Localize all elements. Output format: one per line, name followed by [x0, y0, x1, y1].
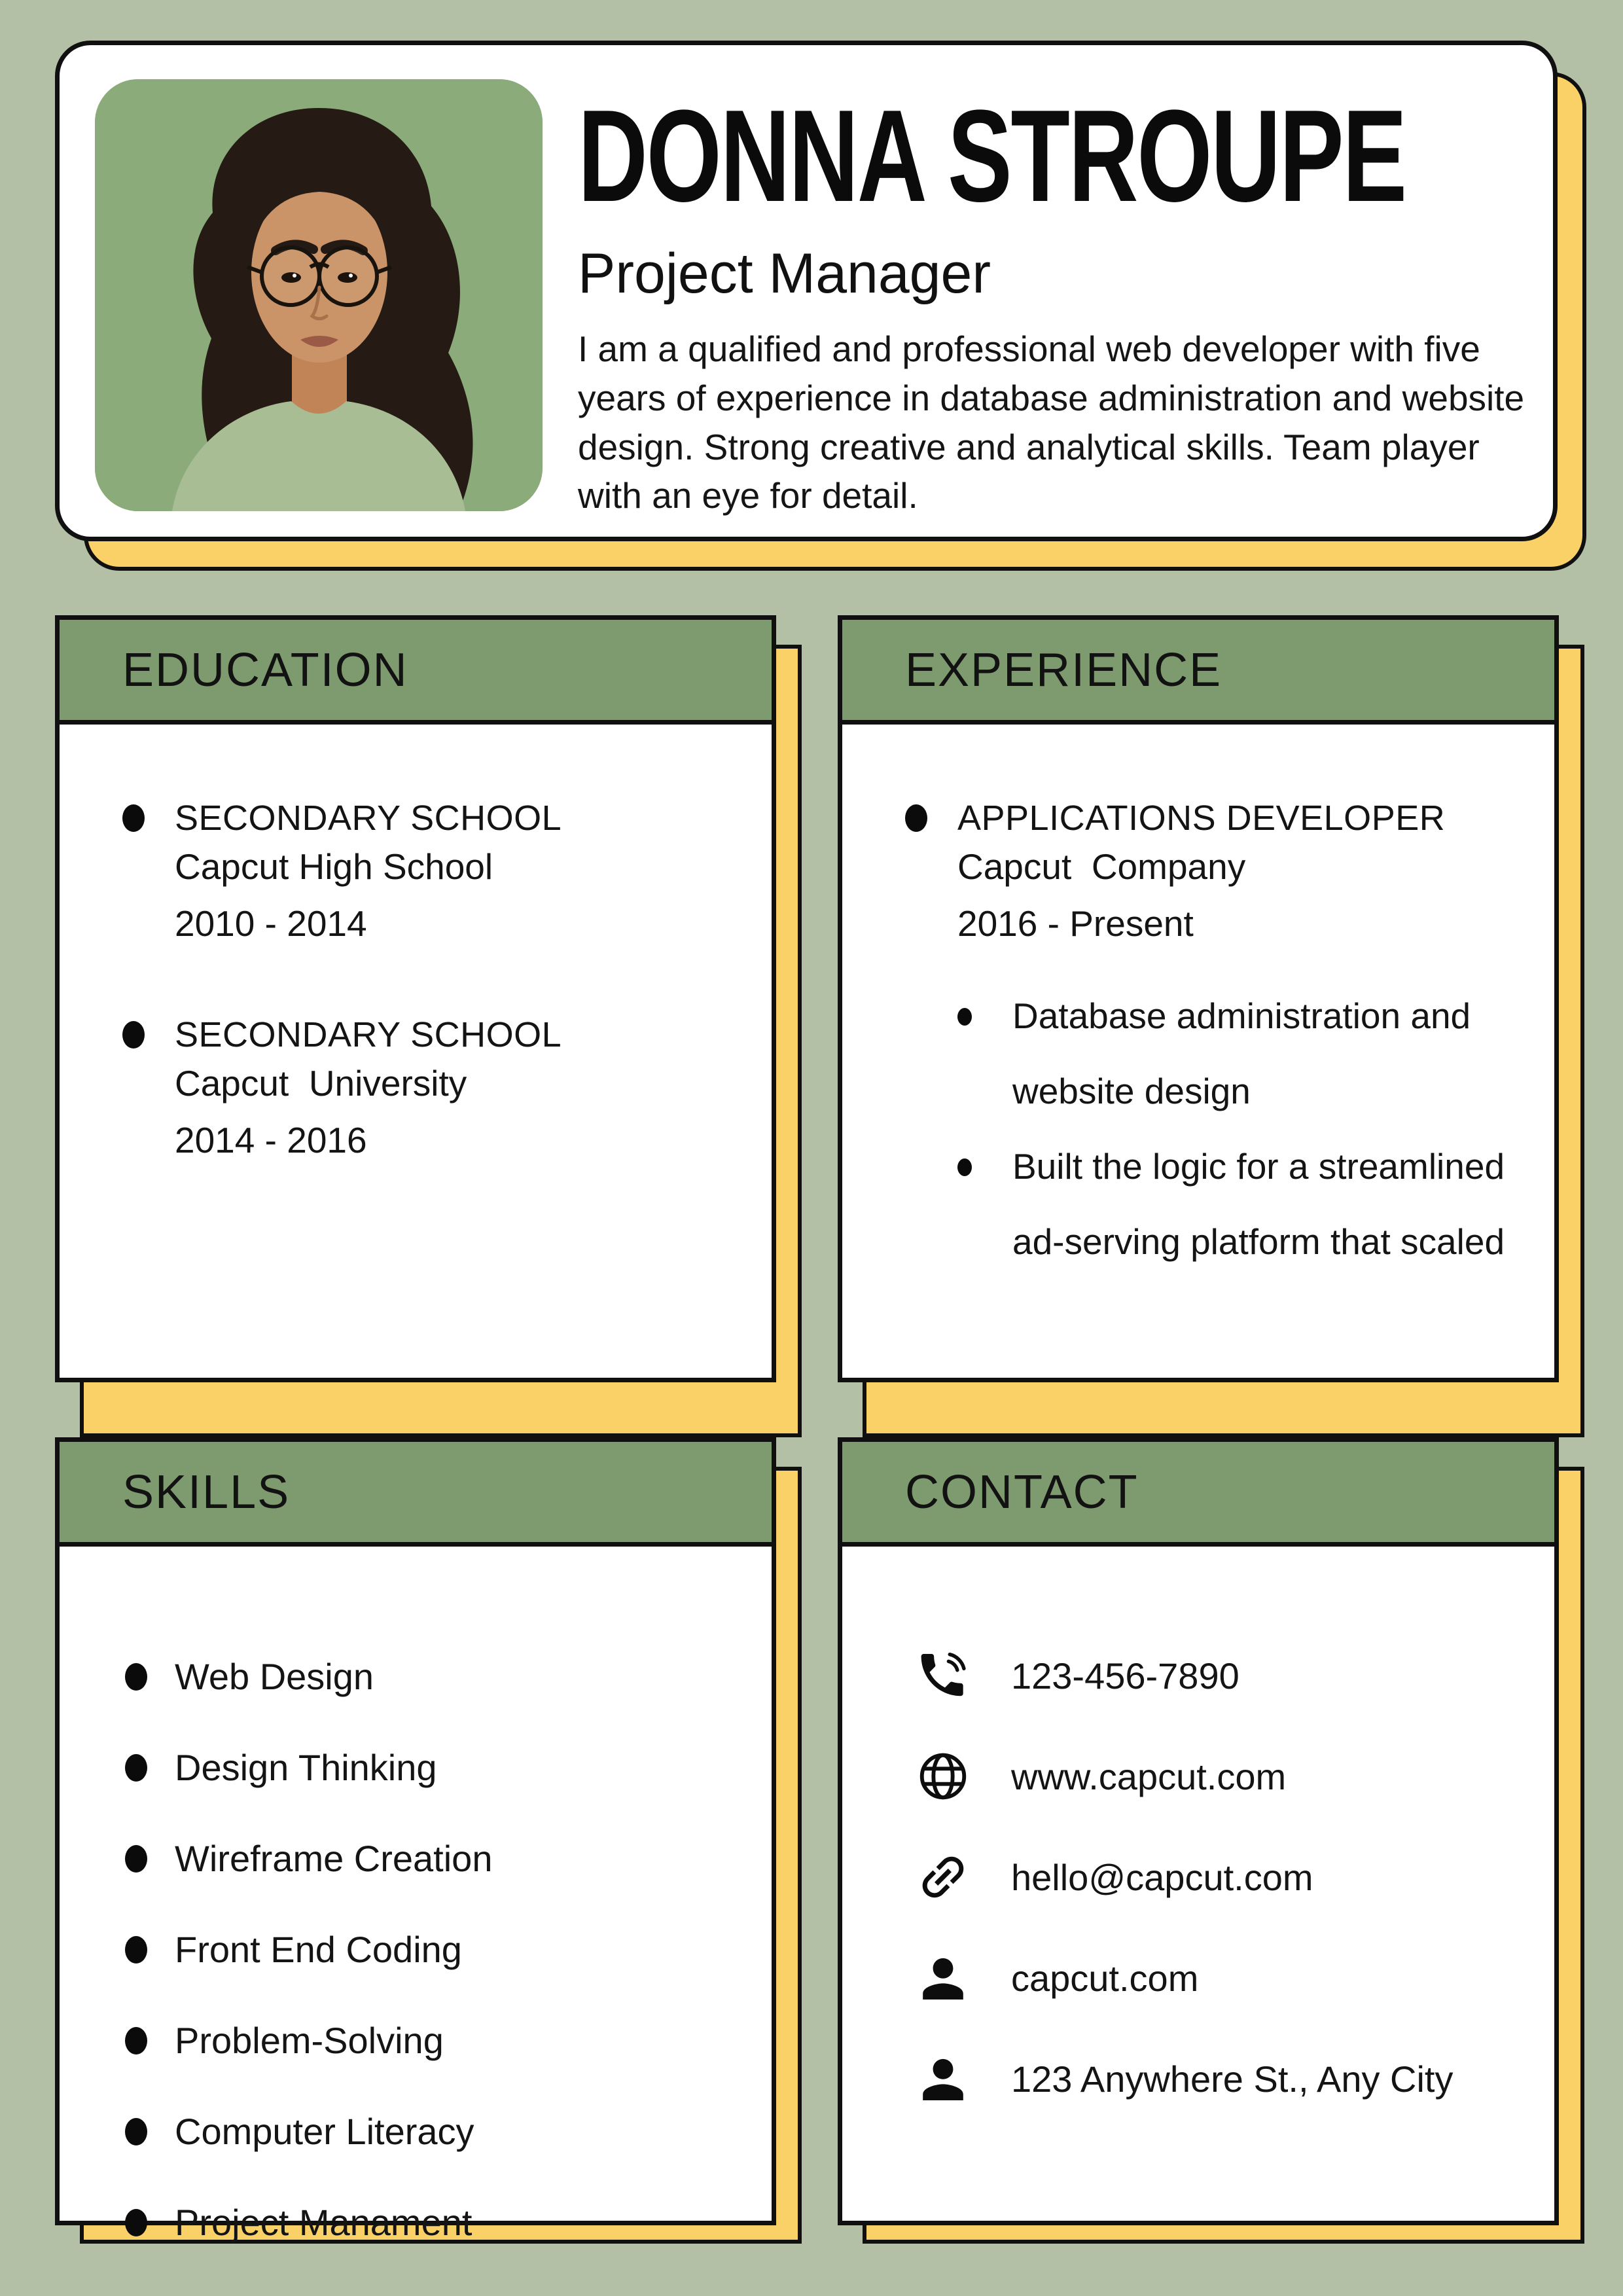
globe-icon [914, 1748, 972, 1805]
experience-heading: EXPERIENCE [842, 620, 1554, 725]
skill-label: Web Design [175, 1656, 374, 1697]
bullet-icon [905, 804, 927, 832]
skill-item [125, 1655, 745, 1698]
experience-detail-list [957, 978, 1528, 1280]
education-item-title: SECONDARY SCHOOL [175, 1015, 562, 1054]
bullet-icon [125, 1754, 147, 1782]
education-item-title-row [122, 798, 745, 838]
experience-item [905, 798, 1528, 1280]
contact-email-value: hello@capcut.com [1011, 1856, 1313, 1898]
contact-item-website [914, 1748, 1528, 1805]
bullet-icon [122, 1021, 145, 1049]
skill-item [125, 2201, 745, 2244]
skill-item [125, 1746, 745, 1789]
skill-item [125, 1837, 745, 1880]
experience-section [838, 615, 1559, 1382]
experience-detail-text: Database administration and website design [1012, 996, 1471, 1111]
skill-label: Project Manament [175, 2202, 473, 2243]
contact-heading: CONTACT [842, 1442, 1554, 1547]
education-item-school: Capcut University [175, 1063, 467, 1103]
contact-phone-value: 123-456-7890 [1011, 1655, 1240, 1696]
education-item-school: Capcut High School [175, 846, 493, 887]
header-card [55, 41, 1558, 541]
skill-label: Problem-Solving [175, 2020, 444, 2061]
skill-label: Front End Coding [175, 1929, 462, 1970]
skills-body [60, 1547, 772, 2244]
contact-profile-value: capcut.com [1011, 1957, 1199, 1999]
job-title: Project Manager [578, 242, 991, 305]
education-item [122, 798, 745, 952]
bullet-icon [125, 1936, 147, 1964]
person-icon [914, 2050, 972, 2108]
education-body [60, 725, 772, 1169]
profile-photo [95, 79, 543, 511]
education-item [122, 1014, 745, 1169]
profile-summary: I am a qualified and professional web developer with five years of experience in database administration and website design. Strong creative and analytical skills. Team player with an eye for detail. [578, 329, 1525, 516]
person-icon [914, 1949, 972, 2007]
contact-website-value: www.capcut.com [1011, 1755, 1287, 1797]
phone-icon [914, 1647, 972, 1704]
education-item-dates: 2010 - 2014 [175, 903, 367, 944]
skill-item [125, 2110, 745, 2153]
sub-bullet-icon [957, 1158, 972, 1176]
skill-label: Wireframe Creation [175, 1838, 493, 1879]
education-section [55, 615, 776, 1382]
experience-item-title-row [905, 798, 1528, 838]
header-text-block [578, 83, 1540, 520]
experience-item-company: Capcut Company [957, 846, 1246, 887]
experience-detail-text: Built the logic for a streamlined ad-serving platform that scaled [1012, 1146, 1505, 1262]
contact-address-value: 123 Anywhere St., Any City [1011, 2058, 1454, 2100]
education-item-title-row [122, 1014, 745, 1055]
skill-label: Computer Literacy [175, 2111, 474, 2152]
skill-label: Design Thinking [175, 1747, 437, 1788]
skills-heading: SKILLS [60, 1442, 772, 1547]
contact-item-profile [914, 1949, 1528, 2007]
experience-item-dates: 2016 - Present [957, 903, 1194, 944]
contact-item-email [914, 1848, 1528, 1906]
name-heading: DONNA STROUPE [578, 83, 1406, 229]
contact-item-phone [914, 1647, 1528, 1704]
experience-detail [957, 1129, 1528, 1280]
education-item-dates: 2014 - 2016 [175, 1120, 367, 1160]
bullet-icon [125, 2209, 147, 2236]
education-item-title: SECONDARY SCHOOL [175, 798, 562, 838]
skill-item [125, 1928, 745, 1971]
experience-body [842, 725, 1554, 1280]
bullet-icon [125, 2027, 147, 2054]
bullet-icon [125, 2118, 147, 2145]
bullet-icon [122, 804, 145, 832]
portrait-illustration [95, 79, 543, 511]
education-heading: EDUCATION [60, 620, 772, 725]
bullet-icon [125, 1663, 147, 1691]
bullet-icon [125, 1845, 147, 1873]
contact-section [838, 1437, 1559, 2225]
contact-body [842, 1547, 1554, 2108]
contact-item-address [914, 2050, 1528, 2108]
skills-section [55, 1437, 776, 2243]
experience-detail [957, 978, 1528, 1129]
experience-item-title: APPLICATIONS DEVELOPER [957, 798, 1446, 838]
sub-bullet-icon [957, 1008, 972, 1026]
skill-item [125, 2019, 745, 2062]
link-icon [914, 1848, 972, 1906]
